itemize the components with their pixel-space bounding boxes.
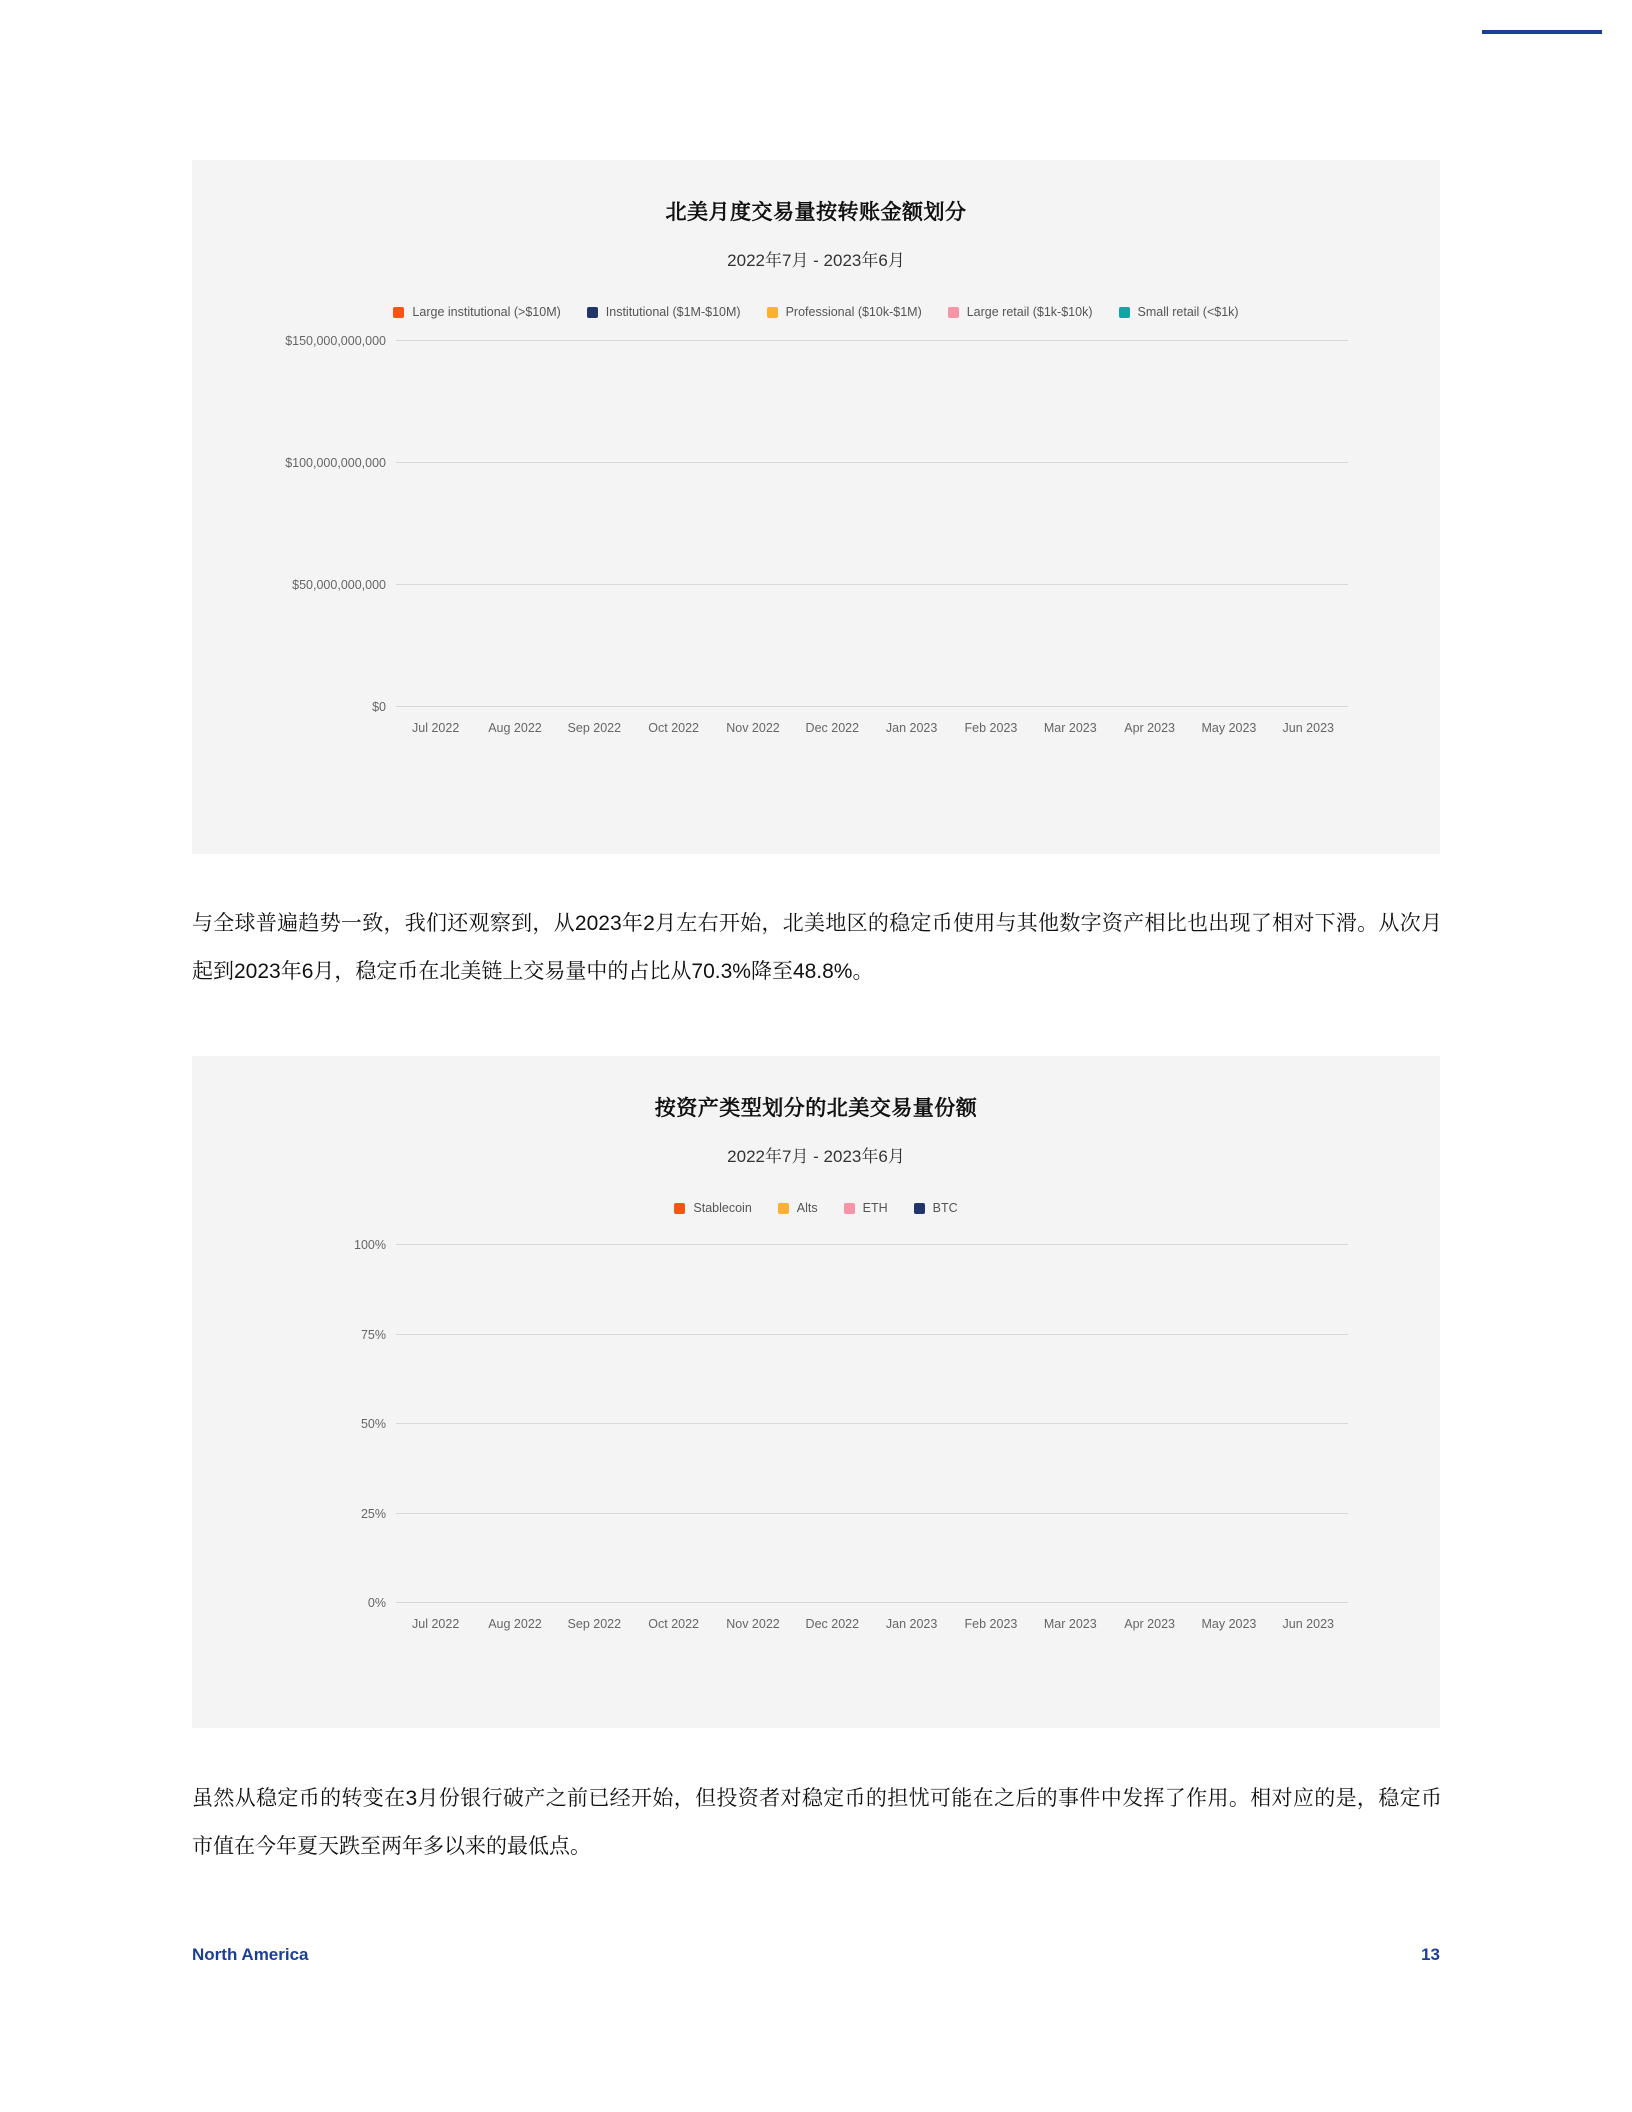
x-axis-tick-label: Feb 2023	[964, 721, 1018, 735]
x-axis-tick-label: Dec 2022	[805, 721, 860, 735]
bar-group	[475, 341, 554, 707]
bar-group	[1269, 1245, 1348, 1603]
y-axis-tick-label: 100%	[354, 1238, 386, 1252]
bar-group	[951, 341, 1030, 707]
legend-swatch-icon	[674, 1203, 685, 1214]
bar-group	[872, 341, 951, 707]
legend-item	[948, 305, 1093, 319]
page-footer	[192, 1945, 1440, 1965]
bar-group	[1269, 341, 1348, 707]
bar-group	[396, 1245, 475, 1603]
gridline	[396, 706, 1348, 707]
x-axis-tick-label: Oct 2022	[648, 1617, 700, 1631]
y-axis-tick-label: 50%	[360, 1417, 386, 1431]
chart2-title: 按资产类型划分的北美交易量份额	[654, 1097, 978, 1120]
x-axis-tick-label: Apr 2023	[1124, 721, 1175, 735]
x-axis-tick-label: Jan 2023	[885, 1617, 938, 1631]
chart-card-monthly-volume	[192, 160, 1440, 854]
legend-label: Large retail ($1k-$10k)	[966, 305, 1093, 319]
chart2-subtitle: 2022年7月 - 2023年6月	[727, 1147, 905, 1166]
y-axis-tick-label: $50,000,000,000	[292, 578, 386, 592]
chart2-axes	[354, 1238, 1348, 1610]
x-axis-tick-label: Jan 2023	[885, 721, 938, 735]
chart2-plot-area	[256, 1238, 1376, 1637]
chart2-legend	[192, 1201, 1440, 1215]
page-corner-marker	[1482, 30, 1602, 34]
bar-group	[793, 341, 872, 707]
body-paragraph-1: 与全球普遍趋势一致，我们还观察到，从2023年2月左右开始，北美地区的稳定币使用与其他数字资产相比也出现了相对下滑。从次月起到2023年6月，稳定币在北美链上交易量中的占比从70.3%降至48.8%。	[192, 912, 1442, 983]
gridline	[396, 1602, 1348, 1603]
x-axis-tick-label: Jul 2022	[412, 1617, 460, 1631]
legend-item	[914, 1201, 958, 1215]
y-axis-tick-label: 0%	[367, 1596, 386, 1610]
legend-item	[767, 305, 922, 319]
y-axis-tick-label: $0	[372, 700, 386, 714]
x-axis-tick-label: Apr 2023	[1124, 1617, 1175, 1631]
chart2-x-axis-labels	[396, 1617, 1348, 1631]
chart2-bars	[396, 1245, 1348, 1603]
chart1-legend	[192, 305, 1440, 319]
legend-swatch-icon	[914, 1203, 925, 1214]
x-axis-tick-label: Dec 2022	[805, 1617, 860, 1631]
y-axis-tick-label: 25%	[360, 1506, 386, 1521]
bar-group	[713, 1245, 792, 1603]
legend-swatch-icon	[587, 307, 598, 318]
chart1-title: 北美月度交易量按转账金额划分	[665, 201, 967, 224]
bar-group	[713, 341, 792, 707]
footer-section-label: North America	[192, 1945, 309, 1964]
gridline	[396, 1244, 1348, 1245]
x-axis-tick-label: May 2023	[1201, 721, 1257, 735]
x-axis-tick-label: Jul 2022	[412, 721, 460, 735]
x-axis-tick-label: Aug 2022	[488, 721, 542, 735]
y-axis-tick-label: 75%	[360, 1327, 386, 1342]
legend-item	[778, 1201, 818, 1215]
bar-group	[1189, 341, 1268, 707]
chart1-subtitle: 2022年7月 - 2023年6月	[727, 251, 905, 270]
legend-label: Small retail (<$1k)	[1137, 305, 1239, 319]
legend-item	[674, 1201, 751, 1215]
gridline	[396, 1513, 1348, 1514]
legend-swatch-icon	[844, 1203, 855, 1214]
bar-group	[1110, 1245, 1189, 1603]
gridline	[396, 584, 1348, 585]
bar-group	[951, 1245, 1030, 1603]
bar-group	[634, 1245, 713, 1603]
x-axis-tick-label: Aug 2022	[488, 1617, 542, 1631]
legend-label: Institutional ($1M-$10M)	[605, 305, 741, 319]
chart1-bars	[396, 341, 1348, 707]
legend-item	[393, 305, 560, 319]
legend-item	[1119, 305, 1239, 319]
bar-group	[555, 1245, 634, 1603]
bar-group	[1110, 341, 1189, 707]
chart-card-asset-share	[192, 1056, 1440, 1728]
y-axis-tick-label: $100,000,000,000	[285, 456, 386, 470]
gridline	[396, 1334, 1348, 1335]
legend-swatch-icon	[778, 1203, 789, 1214]
legend-swatch-icon	[1119, 307, 1130, 318]
bar-group	[872, 1245, 951, 1603]
legend-swatch-icon	[948, 307, 959, 318]
legend-swatch-icon	[393, 307, 404, 318]
x-axis-tick-label: Nov 2022	[726, 1617, 780, 1631]
x-axis-tick-label: Sep 2022	[567, 721, 622, 735]
gridline	[396, 340, 1348, 341]
x-axis-tick-label: Jun 2023	[1282, 1617, 1334, 1631]
bar-group	[1031, 341, 1110, 707]
bar-group	[1031, 1245, 1110, 1603]
bar-group	[1189, 1245, 1268, 1603]
bar-group	[793, 1245, 872, 1603]
bar-group	[555, 341, 634, 707]
x-axis-tick-label: Mar 2023	[1043, 1617, 1097, 1631]
footer-page-number: 13	[1421, 1945, 1440, 1964]
legend-label: Stablecoin	[693, 1201, 752, 1215]
chart1-plot-area	[256, 334, 1376, 741]
x-axis-tick-label: Jun 2023	[1282, 721, 1334, 735]
x-axis-tick-label: Mar 2023	[1043, 721, 1097, 735]
legend-label: Alts	[796, 1201, 818, 1215]
bar-group	[475, 1245, 554, 1603]
body-paragraph-2: 虽然从稳定币的转变在3月份银行破产之前已经开始，但投资者对稳定币的担忧可能在之后的事件中发挥了作用。相对应的是，稳定币市值在今年夏天跌至两年多以来的最低点。	[192, 1787, 1442, 1858]
x-axis-tick-label: Oct 2022	[648, 721, 700, 735]
chart1-x-axis-labels	[396, 721, 1348, 735]
legend-swatch-icon	[767, 307, 778, 318]
x-axis-tick-label: Nov 2022	[726, 721, 780, 735]
x-axis-tick-label: Feb 2023	[964, 1617, 1018, 1631]
legend-label: Professional ($10k-$1M)	[785, 305, 922, 319]
gridline	[396, 462, 1348, 463]
bar-group	[634, 341, 713, 707]
legend-item	[844, 1201, 888, 1215]
gridline	[396, 1423, 1348, 1424]
x-axis-tick-label: May 2023	[1201, 1617, 1257, 1631]
x-axis-tick-label: Sep 2022	[567, 1617, 622, 1631]
chart1-axes	[285, 334, 1348, 714]
legend-label: BTC	[932, 1201, 958, 1215]
legend-item	[587, 305, 741, 319]
bar-group	[396, 341, 475, 707]
legend-label: Large institutional (>$10M)	[412, 305, 561, 319]
y-axis-tick-label: $150,000,000,000	[285, 334, 386, 348]
legend-label: ETH	[862, 1201, 888, 1215]
